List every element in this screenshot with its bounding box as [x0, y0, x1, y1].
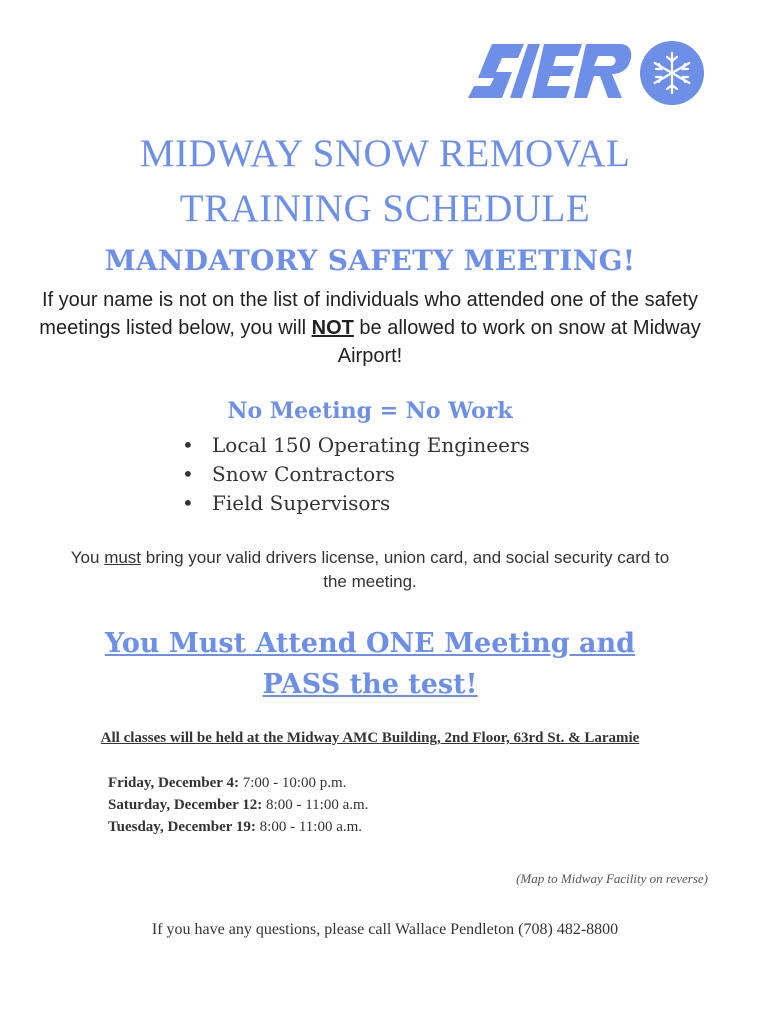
contact-line: If you have any questions, please call Wallace Pendleton (708) 482-8800 [151, 921, 619, 938]
group-label: Local 150 Operating Engineers [212, 433, 530, 457]
location-note: All classes will be held at the Midway AMC Building, 2nd Floor, 63rd St. & Laramie [100, 730, 640, 746]
group-label: Snow Contractors [212, 462, 395, 486]
warning-paragraph [30, 286, 710, 370]
bullet-icon: • [182, 462, 194, 486]
attend-line-1: You Must Attend ONE Meeting and [104, 628, 636, 659]
docs-text-after: bring your valid drivers license, union card, and social security card to the meeting. [141, 548, 670, 591]
warning-emphasis: NOT [311, 317, 354, 339]
session-time: 8:00 - 11:00 a.m. [255, 819, 363, 835]
session-time: 7:00 - 10:00 p.m. [238, 775, 347, 791]
no-meeting-heading: No Meeting = No Work [227, 398, 513, 424]
session-time: 8:00 - 11:00 a.m. [262, 797, 369, 813]
required-documents-note [60, 546, 680, 594]
session-row [108, 816, 368, 838]
docs-must: must [104, 548, 142, 567]
group-label: Field Supervisors [212, 491, 391, 515]
aero-logo-graphic [462, 40, 706, 106]
attend-heading [0, 623, 740, 705]
warning-text-before: If your name is not on the list of individuals who attended one of the safety meetings listed below, you will [39, 289, 698, 339]
title-line-2: TRAINING SCHEDULE [179, 187, 591, 230]
aero-logo [462, 40, 706, 106]
map-note: (Map to Midway Facility on reverse) [516, 871, 708, 886]
session-day: Tuesday, December 19: [108, 819, 256, 835]
session-day: Friday, December 4: [108, 775, 239, 791]
session-row [108, 794, 368, 816]
docs-text-before: You [70, 548, 105, 567]
attend-line-2: PASS the test! [262, 669, 478, 700]
list-item [182, 489, 530, 518]
bullet-icon: • [182, 491, 194, 515]
mandatory-heading: MANDATORY SAFETY MEETING! [104, 244, 636, 277]
bullet-icon: • [182, 433, 194, 457]
list-item [182, 431, 530, 460]
title-line-1: MIDWAY SNOW REMOVAL [139, 132, 631, 175]
warning-text-after: be allowed to work on snow at Midway Airport! [337, 317, 701, 367]
session-row [108, 772, 368, 794]
session-schedule [108, 772, 368, 838]
session-day: Saturday, December 12: [108, 797, 263, 813]
group-list [182, 431, 530, 518]
list-item [182, 460, 530, 489]
